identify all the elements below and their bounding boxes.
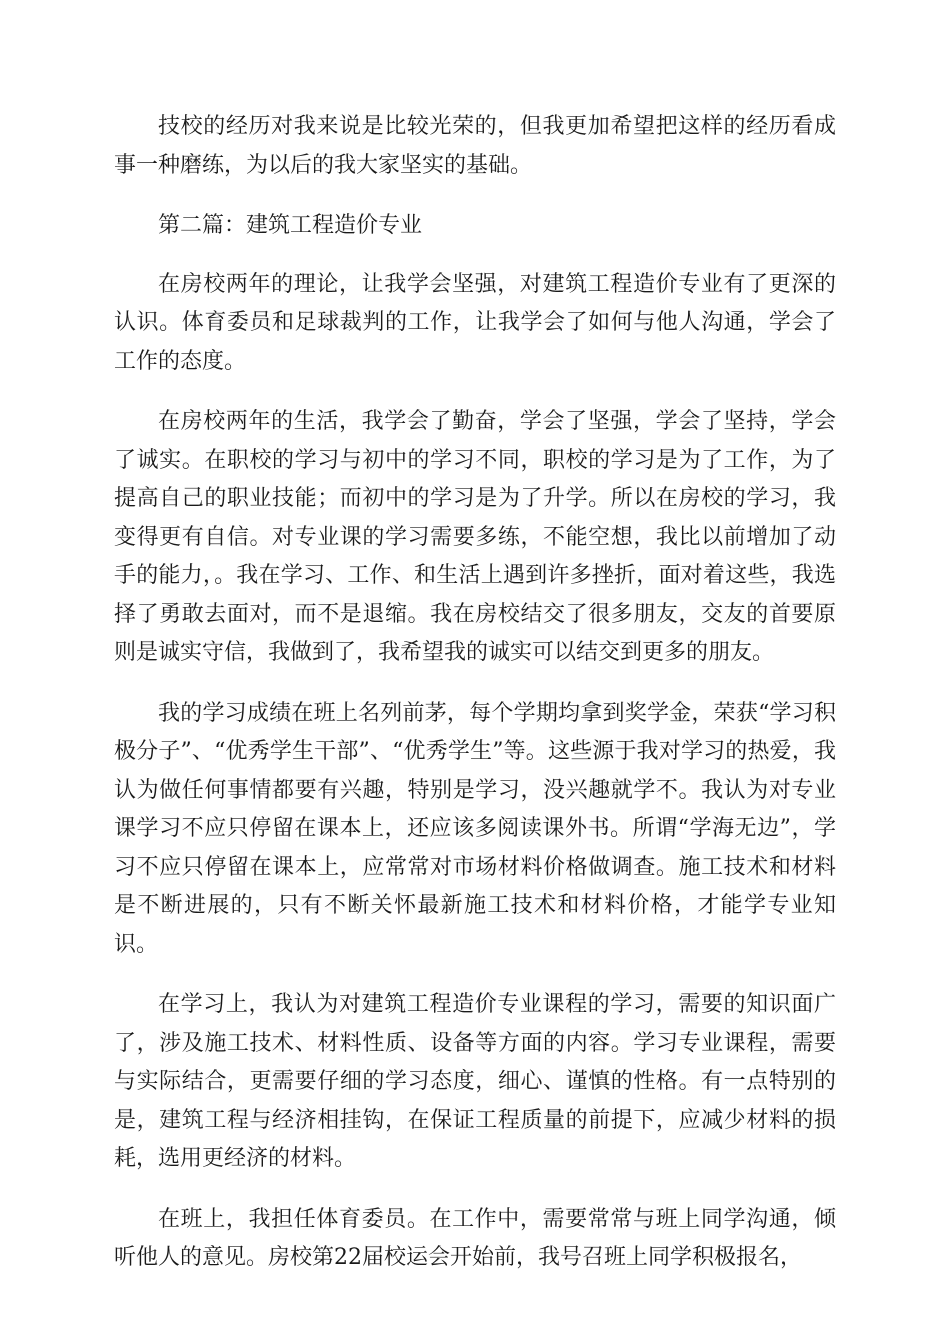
paragraph: 在班上，我担任体育委员。在工作中，需要常常与班上同学沟通，倾听他人的意见。房校第22届校运会开始前，我号召班上同学积极报名， bbox=[114, 1206, 836, 1270]
paragraph: 在房校两年的生活，我学会了勤奋，学会了坚强，学会了坚持，学会了诚实。在职校的学习与初中的学习不同，职校的学习是为了工作，为了提高自己的职业技能；而初中的学习是为了升学。所以在房校的学习，我变得更有自信。对专业课的学习需要多练，不能空想，我比以前增加了动手的能力，。我在学习、工作、和生活上遇到许多挫折，面对着这些，我选择了勇敢去面对，而不是退缩。我在房校结交了很多朋友，交友的首要原则是诚实守信，我做到了，我希望我的诚实可以结交到更多的朋友。 bbox=[114, 409, 836, 665]
paragraph: 我的学习成绩在班上名列前茅，每个学期均拿到奖学金，荣获“学习积极分子”、“优秀学生干部”、“优秀学生”等。这些源于我对学习的热爱，我认为做任何事情都要有兴趣，特别是学习，没兴趣就学不。我认为对专业课学习不应只停留在课本上，还应该多阅读课外书。所谓“学海无边”，学习不应只停留在课本上，应常常对市场材料价格做调查。施工技术和材料是不断进展的，只有不断关怀最新施工技术和材料价格，才能学专业知识。 bbox=[114, 700, 836, 957]
document-body bbox=[114, 108, 836, 1300]
paragraph: 在学习上，我认为对建筑工程造价专业课程的学习，需要的知识面广了，涉及施工技术、材料性质、设备等方面的内容。学习专业课程，需要与实际结合，更需要仔细的学习态度，细心、谨慎的性格。有一点特别的是，建筑工程与经济相挂钩，在保证工程质量的前提下，应减少材料的损耗，选用更经济的材料。 bbox=[114, 992, 836, 1171]
paragraph: 技校的经历对我来说是比较光荣的，但我更加希望把这样的经历看成事一种磨练，为以后的我大家坚实的基础。 bbox=[114, 114, 836, 178]
section-heading: 第二篇：建筑工程造价专业 bbox=[158, 213, 423, 238]
paragraph: 在房校两年的理论，让我学会坚强，对建筑工程造价专业有了更深的认识。体育委员和足球裁判的工作，让我学会了如何与他人沟通，学会了工作的态度。 bbox=[114, 271, 836, 374]
